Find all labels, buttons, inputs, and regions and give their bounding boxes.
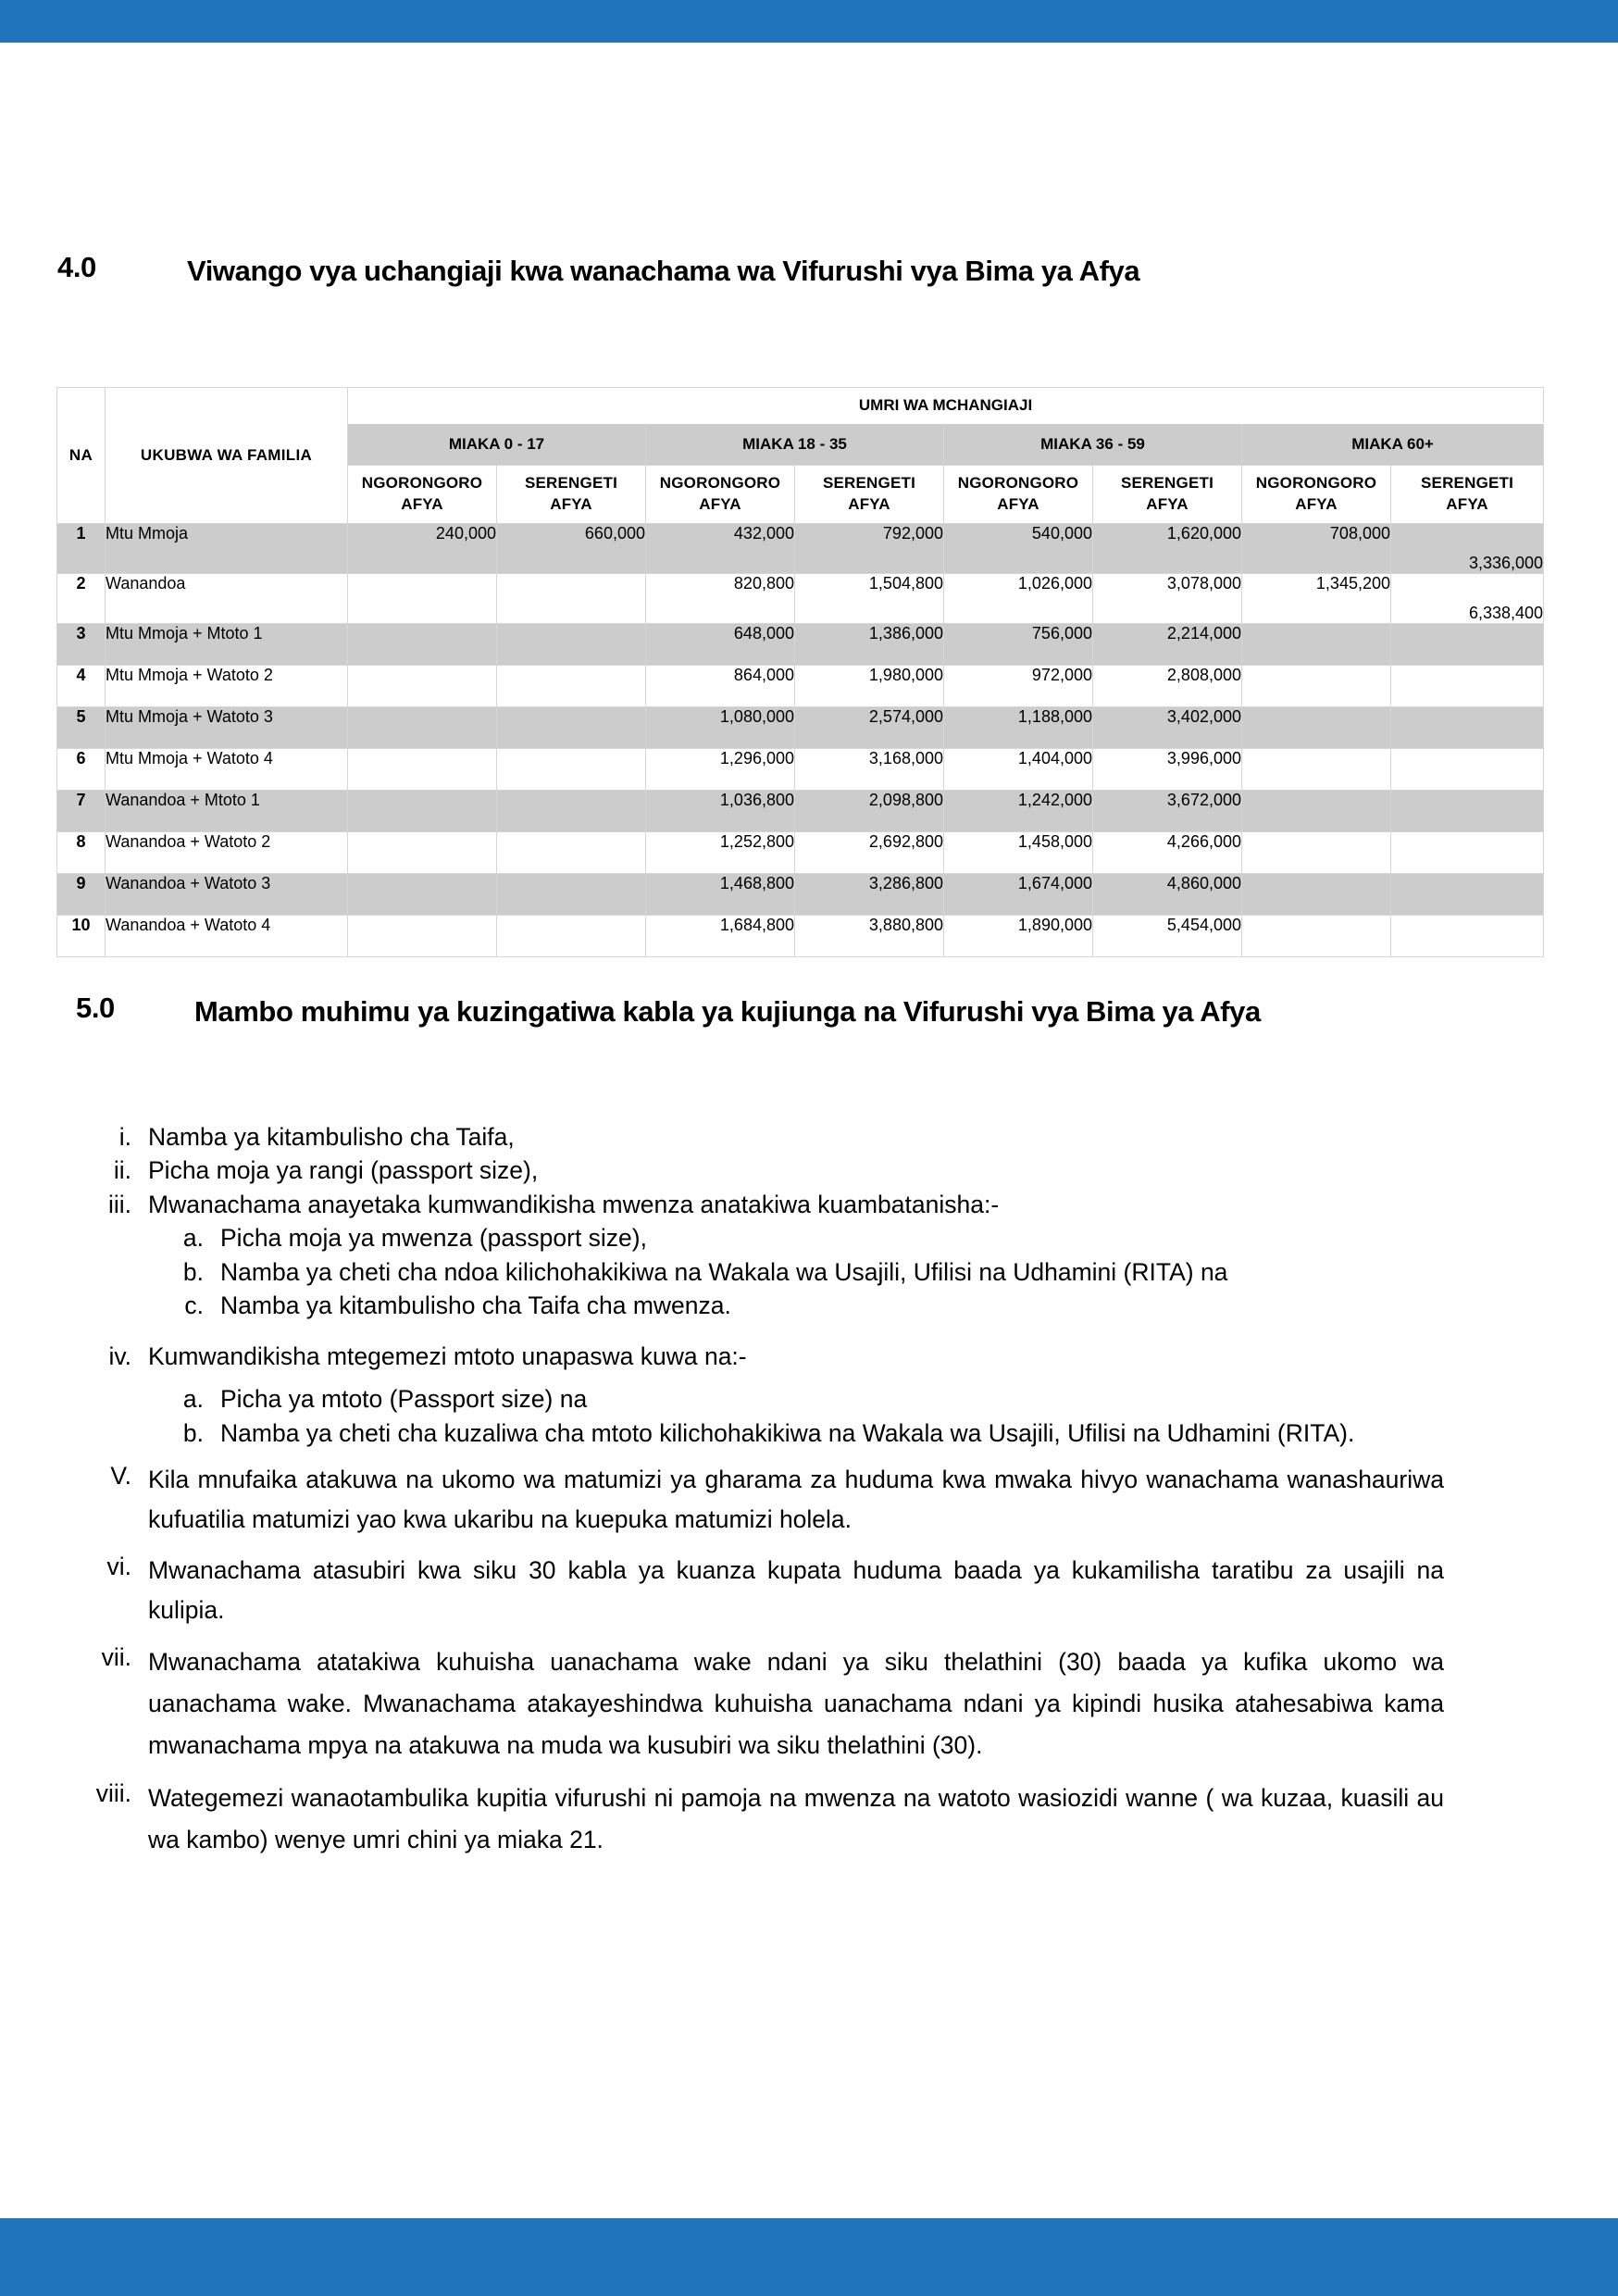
- list-text: Namba ya cheti cha kuzaliwa cha mtoto kilichohakikiwa na Wakala wa Usajili, Ufilisi na Udhamini (RITA).: [220, 1418, 1355, 1447]
- row-number: 3: [57, 624, 106, 666]
- rate-cell: 5,454,000: [1093, 916, 1242, 957]
- plan-name-line-2: AFYA: [699, 495, 741, 513]
- rate-cell: 1,684,800: [646, 916, 795, 957]
- list-item-iii-b: [0, 1256, 1618, 1288]
- rate-cell: 1,980,000: [795, 666, 944, 707]
- rate-cell: 1,468,800: [646, 874, 795, 916]
- plan-name-line-1: NGORONGORO: [1255, 474, 1377, 493]
- list-text: Namba ya kitambulisho cha Taifa,: [148, 1123, 515, 1151]
- rate-cell: 648,000: [646, 624, 795, 666]
- list-item-viii: [0, 1778, 1618, 1861]
- col-header-na: NA: [57, 388, 106, 524]
- list-marker: vii.: [101, 1642, 131, 1671]
- rate-cell-empty: [1242, 874, 1391, 916]
- plan-name-line-2: AFYA: [1295, 495, 1338, 513]
- table-head-row-span: [57, 388, 1544, 424]
- top-accent-bar: [0, 0, 1618, 43]
- section-4-title: Viwango vya uchangiaji kwa wanachama wa Vifurushi vya Bima ya Afya: [187, 255, 1140, 287]
- rate-cell: 6,338,400: [1391, 574, 1544, 624]
- rate-cell-empty: [497, 749, 646, 791]
- plan-name-line-2: AFYA: [848, 495, 890, 513]
- row-family-size: Mtu Mmoja: [106, 524, 348, 574]
- list-item-iii-c: [0, 1290, 1618, 1321]
- plan-name-line-2: AFYA: [997, 495, 1039, 513]
- list-marker: b.: [182, 1418, 204, 1447]
- col-header-plan-ngorongoro-4: [1242, 466, 1391, 524]
- rate-cell: 1,296,000: [646, 749, 795, 791]
- rate-cell-empty: [1391, 707, 1544, 749]
- rate-cell: 1,345,200: [1242, 574, 1391, 624]
- section-4-heading: [57, 251, 1575, 292]
- rate-cell-empty: [1242, 916, 1391, 957]
- table-row: [57, 749, 1544, 791]
- list-text: Namba ya kitambulisho cha Taifa cha mwenza.: [220, 1292, 731, 1320]
- list-text: Mwanachama atatakiwa kuhuisha uanachama wake ndani ya siku thelathini (30) baada ya kufika ukomo wa uanachama wake. Mwanachama atakayeshindwa kuhuisha uanachama ndani ya kipindi husika atahesabiwa kama mwanachama mpya na atakuwa na muda wa kusubiri wa siku thelathini (30).: [148, 1647, 1444, 1759]
- list-text: Mwanachama anayetaka kumwandikisha mwenza anatakiwa kuambatanisha:-: [148, 1190, 1000, 1218]
- list-marker: i.: [118, 1123, 131, 1151]
- col-header-plan-ngorongoro-2: [646, 466, 795, 524]
- rate-cell: 1,674,000: [944, 874, 1093, 916]
- section-5-title: Mambo muhimu ya kuzingatiwa kabla ya kujiunga na Vifurushi vya Bima ya Afya: [194, 995, 1261, 1028]
- row-family-size: Mtu Mmoja + Watoto 4: [106, 749, 348, 791]
- list-item-iii-a: [0, 1222, 1618, 1254]
- rate-cell: 2,214,000: [1093, 624, 1242, 666]
- rate-cell: 3,336,000: [1391, 524, 1544, 574]
- row-family-size: Mtu Mmoja + Watoto 3: [106, 707, 348, 749]
- rate-cell: 1,026,000: [944, 574, 1093, 624]
- rate-cell-empty: [1391, 791, 1544, 832]
- rate-cell: 1,188,000: [944, 707, 1093, 749]
- rate-cell: 3,286,800: [795, 874, 944, 916]
- rate-cell-empty: [1242, 749, 1391, 791]
- table-row: [57, 624, 1544, 666]
- list-text: Kumwandikisha mtegemezi mtoto unapaswa kuwa na:-: [148, 1341, 747, 1370]
- rate-cell-empty: [497, 666, 646, 707]
- row-family-size: Wanandoa: [106, 574, 348, 624]
- rate-cell-empty: [348, 874, 497, 916]
- list-item-i: [0, 1121, 1618, 1153]
- list-marker: V.: [110, 1461, 131, 1490]
- rate-cell: 1,890,000: [944, 916, 1093, 957]
- row-number: 9: [57, 874, 106, 916]
- rate-cell-empty: [497, 707, 646, 749]
- row-number: 2: [57, 574, 106, 624]
- col-header-family-size: UKUBWA WA FAMILIA: [106, 388, 348, 524]
- col-header-age-36-59: MIAKA 36 - 59: [944, 424, 1242, 466]
- rate-cell-empty: [497, 832, 646, 874]
- row-family-size: Wanandoa + Mtoto 1: [106, 791, 348, 832]
- list-text: Kila mnufaika atakuwa na ukomo wa matumizi ya gharama za huduma kwa mwaka hivyo wanachama wanashauriwa kufuatilia matumizi yao kwa ukaribu na kuepuka matumizi holela.: [148, 1465, 1444, 1533]
- rate-cell: 820,800: [646, 574, 795, 624]
- list-item-iii: [0, 1189, 1618, 1220]
- rate-cell: 756,000: [944, 624, 1093, 666]
- list-text: Picha ya mtoto (Passport size) na: [220, 1385, 588, 1414]
- row-family-size: Mtu Mmoja + Mtoto 1: [106, 624, 348, 666]
- rate-cell-empty: [348, 791, 497, 832]
- section-5-heading: [76, 992, 1464, 1032]
- rate-cell: 432,000: [646, 524, 795, 574]
- rate-cell: 1,080,000: [646, 707, 795, 749]
- list-marker: iv.: [108, 1341, 131, 1370]
- rate-cell-empty: [348, 574, 497, 624]
- col-header-plan-serengeti-3: [1093, 466, 1242, 524]
- table-row: [57, 707, 1544, 749]
- rate-cell: 1,242,000: [944, 791, 1093, 832]
- rate-cell-empty: [497, 574, 646, 624]
- rate-cell: 240,000: [348, 524, 497, 574]
- rate-cell-empty: [497, 624, 646, 666]
- table-row: [57, 874, 1544, 916]
- table-row: [57, 791, 1544, 832]
- list-text: Mwanachama atasubiri kwa siku 30 kabla ya kuanza kupata huduma baada ya kukamilisha taratibu za usajili na kulipia.: [148, 1555, 1444, 1624]
- rate-cell: 1,504,800: [795, 574, 944, 624]
- list-text: Namba ya cheti cha ndoa kilichohakikiwa na Wakala wa Usajili, Ufilisi na Udhamini (RITA) na: [220, 1257, 1228, 1286]
- plan-name-line-1: SERENGETI: [822, 474, 916, 493]
- rate-cell-empty: [1391, 874, 1544, 916]
- rate-cell-empty: [348, 749, 497, 791]
- table-row: [57, 574, 1544, 624]
- row-number: 6: [57, 749, 106, 791]
- plan-name-line-1: SERENGETI: [1421, 474, 1514, 493]
- section-5-number: 5.0: [76, 992, 115, 1024]
- plan-name-line-1: NGORONGORO: [957, 474, 1079, 493]
- plan-name-line-2: AFYA: [1146, 495, 1189, 513]
- table-row: [57, 666, 1544, 707]
- col-header-plan-serengeti-2: [795, 466, 944, 524]
- list-item-iv-b: [0, 1417, 1618, 1449]
- list-item-vi: [0, 1551, 1618, 1630]
- row-family-size: Wanandoa + Watoto 3: [106, 874, 348, 916]
- plan-name-line-1: NGORONGORO: [361, 474, 483, 493]
- rate-cell: 3,996,000: [1093, 749, 1242, 791]
- plan-name-line-2: AFYA: [401, 495, 443, 513]
- col-header-age-span: UMRI WA MCHANGIAJI: [348, 388, 1544, 424]
- list-marker: a.: [182, 1224, 204, 1253]
- row-number: 5: [57, 707, 106, 749]
- table-row: [57, 524, 1544, 574]
- rate-cell-empty: [1391, 832, 1544, 874]
- plan-name-line-2: AFYA: [1446, 495, 1488, 513]
- requirements-list: [0, 1121, 1618, 1861]
- row-family-size: Wanandoa + Watoto 2: [106, 832, 348, 874]
- list-item-iv-a: [0, 1383, 1618, 1415]
- rate-cell-empty: [497, 874, 646, 916]
- rate-cell: 708,000: [1242, 524, 1391, 574]
- list-marker: vi.: [106, 1552, 131, 1580]
- rate-cell-empty: [348, 666, 497, 707]
- list-marker: a.: [182, 1385, 204, 1414]
- rate-cell: 3,168,000: [795, 749, 944, 791]
- list-marker: ii.: [113, 1156, 131, 1185]
- rate-cell-empty: [1391, 749, 1544, 791]
- rate-cell: 1,252,800: [646, 832, 795, 874]
- rate-cell: 540,000: [944, 524, 1093, 574]
- rate-cell: 4,860,000: [1093, 874, 1242, 916]
- col-header-plan-ngorongoro-3: [944, 466, 1093, 524]
- rate-cell: 2,692,800: [795, 832, 944, 874]
- rate-cell: 2,808,000: [1093, 666, 1242, 707]
- table-head: [57, 388, 1544, 524]
- rate-cell-empty: [497, 916, 646, 957]
- row-number: 1: [57, 524, 106, 574]
- list-marker: b.: [182, 1257, 204, 1286]
- rate-cell-empty: [1391, 666, 1544, 707]
- row-number: 10: [57, 916, 106, 957]
- rate-cell: 864,000: [646, 666, 795, 707]
- rate-cell: 2,098,800: [795, 791, 944, 832]
- rate-cell: 3,402,000: [1093, 707, 1242, 749]
- rate-cell: 660,000: [497, 524, 646, 574]
- rate-cell: 1,386,000: [795, 624, 944, 666]
- list-text: Picha moja ya mwenza (passport size),: [220, 1224, 647, 1253]
- rate-cell: 792,000: [795, 524, 944, 574]
- rate-cell-empty: [348, 916, 497, 957]
- col-header-plan-serengeti-4: [1391, 466, 1544, 524]
- plan-name-line-1: NGORONGORO: [659, 474, 781, 493]
- section-4-number: 4.0: [57, 251, 96, 283]
- list-marker: viii.: [95, 1778, 131, 1807]
- rate-cell-empty: [348, 624, 497, 666]
- list-marker: c.: [184, 1292, 204, 1320]
- rate-cell-empty: [1242, 707, 1391, 749]
- row-family-size: Wanandoa + Watoto 4: [106, 916, 348, 957]
- list-item-v: [0, 1460, 1618, 1540]
- rate-cell-empty: [1242, 832, 1391, 874]
- rate-cell-empty: [1242, 791, 1391, 832]
- rate-cell: 3,078,000: [1093, 574, 1242, 624]
- list-item-iv: [0, 1341, 1618, 1372]
- bottom-accent-bar: [0, 2218, 1618, 2296]
- col-header-plan-ngorongoro-1: [348, 466, 497, 524]
- table-row: [57, 916, 1544, 957]
- row-family-size: Mtu Mmoja + Watoto 2: [106, 666, 348, 707]
- rate-cell-empty: [1391, 916, 1544, 957]
- list-text: Picha moja ya rangi (passport size),: [148, 1156, 539, 1185]
- col-header-age-18-35: MIAKA 18 - 35: [646, 424, 944, 466]
- plan-name-line-2: AFYA: [550, 495, 592, 513]
- rate-cell: 1,458,000: [944, 832, 1093, 874]
- plan-name-line-1: SERENGETI: [1120, 474, 1214, 493]
- table-row: [57, 832, 1544, 874]
- plan-name-line-1: SERENGETI: [524, 474, 618, 493]
- rate-cell-empty: [497, 791, 646, 832]
- contribution-rates-table-wrapper: [56, 387, 1543, 957]
- rate-cell-empty: [348, 832, 497, 874]
- col-header-age-60-plus: MIAKA 60+: [1242, 424, 1544, 466]
- rate-cell: 4,266,000: [1093, 832, 1242, 874]
- contribution-rates-table: [56, 387, 1544, 957]
- rate-cell: 1,620,000: [1093, 524, 1242, 574]
- list-item-vii: [0, 1641, 1618, 1766]
- col-header-age-0-17: MIAKA 0 - 17: [348, 424, 646, 466]
- rate-cell: 1,036,800: [646, 791, 795, 832]
- col-header-plan-serengeti-1: [497, 466, 646, 524]
- rate-cell: 3,880,800: [795, 916, 944, 957]
- rate-cell: 1,404,000: [944, 749, 1093, 791]
- row-number: 4: [57, 666, 106, 707]
- rate-cell-empty: [1242, 624, 1391, 666]
- rate-cell-empty: [1242, 666, 1391, 707]
- list-marker: iii.: [107, 1190, 131, 1218]
- rate-cell: 2,574,000: [795, 707, 944, 749]
- rate-cell-empty: [1391, 624, 1544, 666]
- row-number: 7: [57, 791, 106, 832]
- table-body: [57, 524, 1544, 957]
- row-number: 8: [57, 832, 106, 874]
- rate-cell-empty: [348, 707, 497, 749]
- rate-cell: 972,000: [944, 666, 1093, 707]
- rate-cell: 3,672,000: [1093, 791, 1242, 832]
- list-item-ii: [0, 1154, 1618, 1186]
- list-text: Wategemezi wanaotambulika kupitia vifurushi ni pamoja na mwenza na watoto wasiozidi wanne ( wa kuzaa, kuasili au wa kambo) wenye umri chini ya miaka 21.: [148, 1783, 1444, 1853]
